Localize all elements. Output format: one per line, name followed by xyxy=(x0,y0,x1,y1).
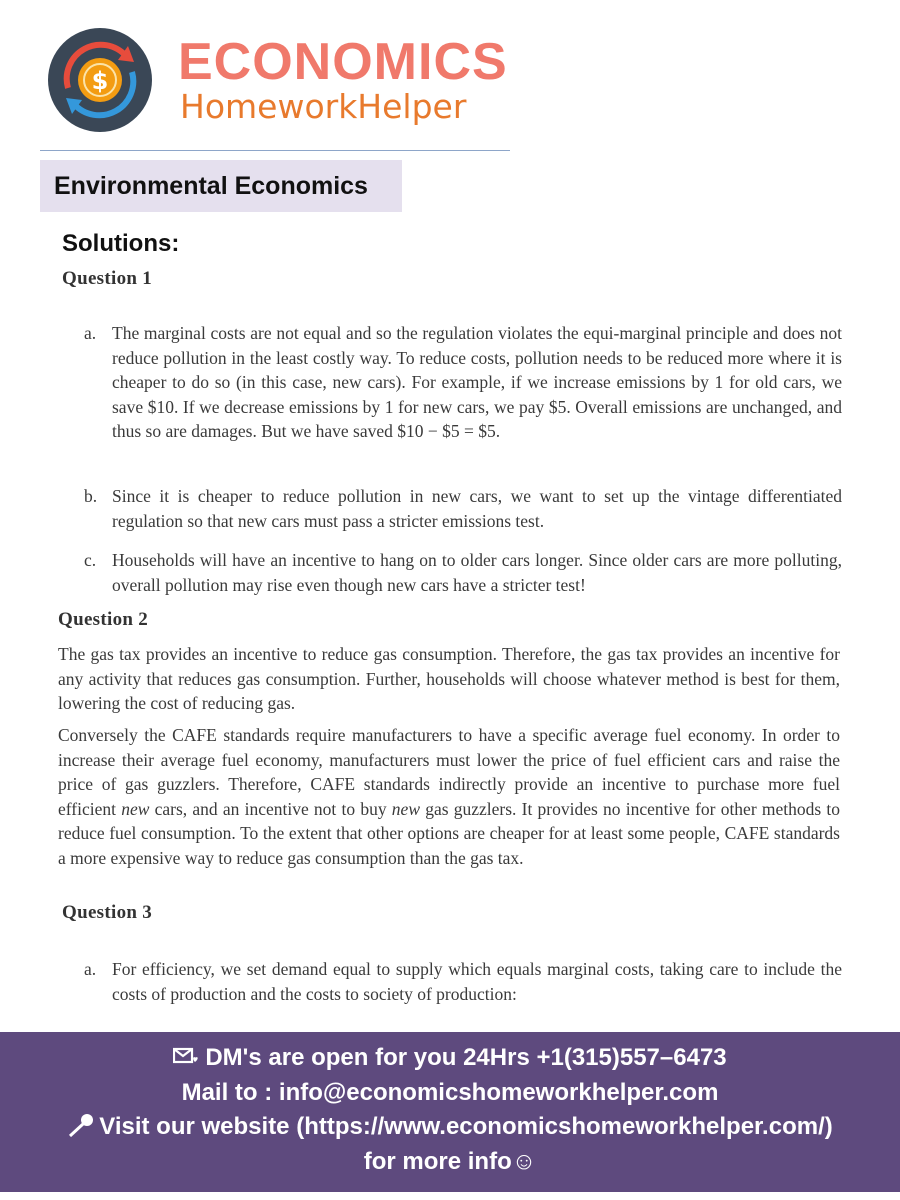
envelope-heart-icon xyxy=(173,1046,201,1068)
footer-phone-text: DM's are open for you 24Hrs +1(315)557–6473 xyxy=(205,1044,727,1071)
footer-more-info: for more info☺ xyxy=(363,1147,537,1175)
subject-title: Environmental Economics xyxy=(40,160,402,212)
dollar-coin-icon xyxy=(48,28,152,132)
svg-text:$: $ xyxy=(91,67,109,95)
item-text: Since it is cheaper to reduce pollution in new cars, we want to set up the vintage differentiated regulation so that new cars must pass a stricter emissions test. xyxy=(112,486,842,531)
item-label: c. xyxy=(84,550,97,570)
q2-paragraph-2: Conversely the CAFE standards require manufacturers to have a specific average fuel economy. In order to increase their average fuel economy, manufacturers must lower the price of fuel efficient cars and raise the price of gas guzzlers. Therefore, CAFE standards indirectly provide an incentive to purchase more fuel efficient new cars, and an incentive not to buy new gas guzzlers. It provides no incentive for other methods to reduce fuel consumption. To the extent that other options are cheaper for at least some people, CAFE standards a more expensive way to reduce gas consumption than the gas tax. xyxy=(58,725,840,868)
q1-item-b xyxy=(84,484,842,533)
logo-emblem xyxy=(48,28,152,132)
item-text: For efficiency, we set demand equal to supply which equals marginal costs, taking care to include the costs of production and the costs to society of production: xyxy=(112,959,842,1004)
solutions-label: Solutions: xyxy=(62,230,180,257)
q1-item-a xyxy=(84,321,842,444)
question-3-heading: Question 3 xyxy=(62,902,153,923)
logo-title: ECONOMICS xyxy=(178,33,508,91)
q3-item-a xyxy=(84,957,842,1006)
pin-icon xyxy=(67,1113,95,1137)
item-label: a. xyxy=(84,959,97,979)
divider xyxy=(40,150,510,151)
footer-website-text[interactable]: Visit our website (https://www.economicshomeworkhelper.com/) xyxy=(99,1113,833,1140)
q1-item-c xyxy=(84,548,842,597)
item-label: a. xyxy=(84,323,97,343)
contact-banner xyxy=(0,1032,900,1192)
logo-subtitle: HomeworkHelper xyxy=(180,87,467,126)
question-1-heading: Question 1 xyxy=(62,268,153,289)
item-text: Households will have an incentive to hang on to older cars longer. Since older cars are more polluting, overall pollution may rise even though new cars have a stricter test! xyxy=(112,550,842,595)
footer-website-line[interactable] xyxy=(0,1110,900,1145)
footer-phone-line xyxy=(0,1041,900,1076)
item-label: b. xyxy=(84,486,98,506)
footer-email-line[interactable]: Mail to : info@economicshomeworkhelper.com xyxy=(181,1078,719,1106)
item-text: The marginal costs are not equal and so the regulation violates the equi-marginal principle and does not reduce pollution in the least costly way. To reduce costs, pollution needs to be reduced more where it is cheaper to do so (in this case, new cars). For example, if we increase emissions by 1 for old cars, we save $10. If we decrease emissions by 1 for new cars, we pay $5. Overall emissions are unchanged, and thus so are damages. But we have saved $10 − $5 = $5. xyxy=(112,323,842,441)
q2-paragraph-1: The gas tax provides an incentive to reduce gas consumption. Therefore, the gas tax provides an incentive for any activity that reduces gas consumption. Further, households will choose whatever method is best for them, lowering the cost of reducing gas. xyxy=(58,644,840,713)
question-2-heading: Question 2 xyxy=(58,609,149,630)
